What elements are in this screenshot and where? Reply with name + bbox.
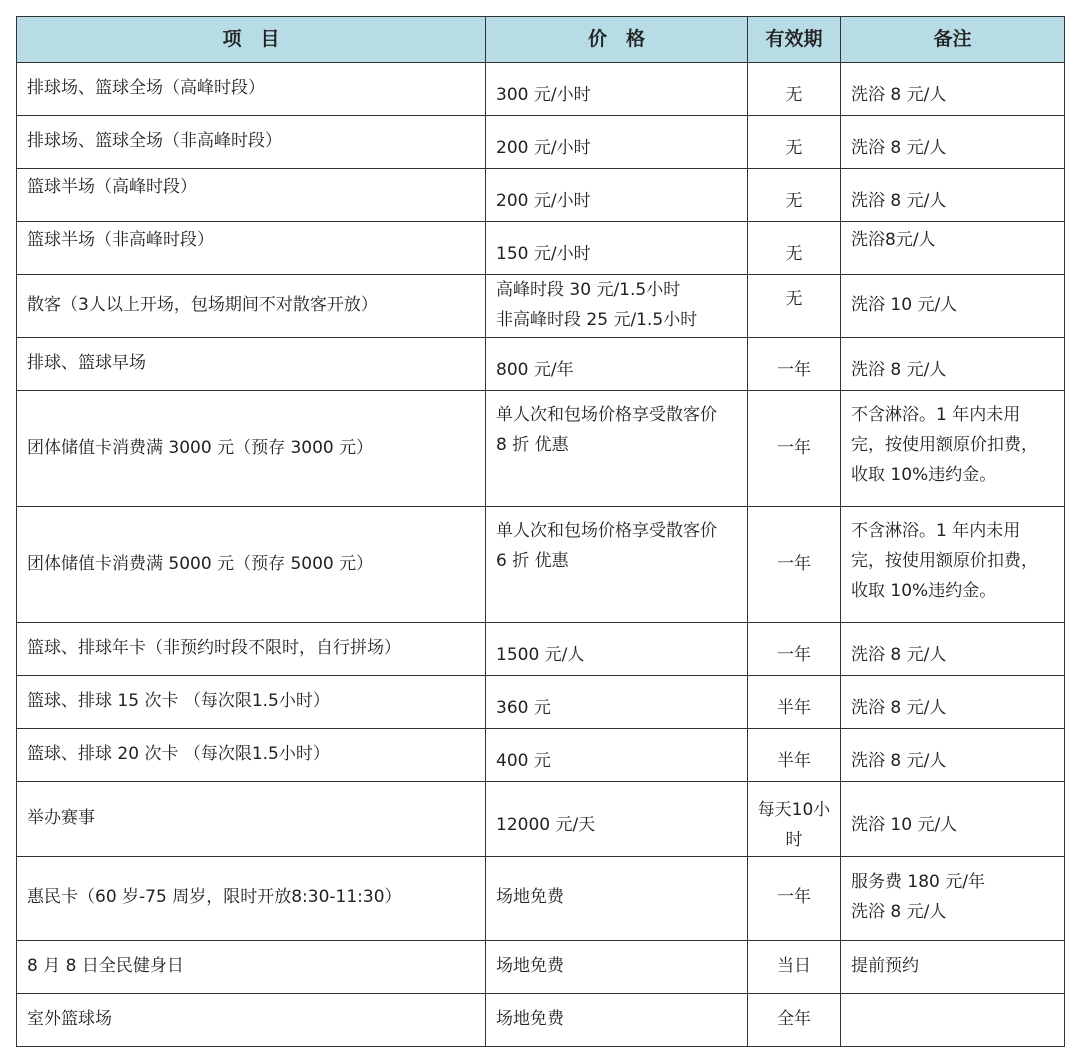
cell-item: 8 月 8 日全民健身日	[17, 940, 486, 993]
cell-note-line: 洗浴 8 元/人	[851, 902, 947, 922]
cell-price	[486, 63, 748, 116]
price-table	[16, 16, 1065, 1047]
cell-note-line: 服务费 180 元/年	[851, 872, 985, 893]
cell-note	[841, 729, 1065, 782]
cell-note-line: 完，按使用额原价扣费，	[851, 550, 1038, 571]
cell-price-line: 300 元/小时	[496, 85, 591, 106]
cell-validity: 半年	[748, 676, 841, 729]
cell-note-line: 洗浴 8 元/人	[851, 698, 947, 719]
cell-price-line: 800 元/年	[496, 360, 574, 381]
table-row	[17, 391, 1065, 507]
cell-note-line: 洗浴 8 元/人	[851, 191, 947, 212]
cell-price-line: 400 元	[496, 751, 551, 772]
cell-item: 篮球、排球 15 次卡 （每次限1.5小时）	[17, 676, 486, 729]
header-item: 项 目	[17, 17, 486, 63]
cell-note-line: 洗浴 8 元/人	[851, 645, 947, 666]
table-row	[17, 507, 1065, 623]
cell-validity: 全年	[748, 993, 841, 1046]
cell-validity: 无	[748, 63, 841, 116]
table-row	[17, 729, 1065, 782]
table-row	[17, 940, 1065, 993]
table-row	[17, 169, 1065, 222]
cell-price-line: 12000 元/天	[496, 814, 596, 835]
cell-note-line: 洗浴8元/人	[851, 230, 936, 251]
cell-validity: 当日	[748, 940, 841, 993]
cell-note-line: 提前预约	[851, 955, 919, 976]
cell-item: 篮球、排球年卡（非预约时段不限时，自行拼场）	[17, 623, 486, 676]
cell-validity: 无	[748, 116, 841, 169]
cell-validity: 无	[748, 275, 841, 338]
cell-item: 篮球半场（非高峰时段）	[17, 222, 486, 275]
cell-price	[486, 169, 748, 222]
cell-item: 排球场、篮球全场（非高峰时段）	[17, 116, 486, 169]
cell-item: 散客（3人以上开场，包场期间不对散客开放）	[17, 275, 486, 338]
cell-note-line: 洗浴 8 元/人	[851, 138, 947, 159]
cell-validity: 无	[748, 169, 841, 222]
cell-note	[841, 993, 1065, 1046]
header-validity: 有效期	[748, 17, 841, 63]
cell-price-line: 1500 元/人	[496, 645, 585, 666]
table-row	[17, 275, 1065, 338]
cell-note	[841, 169, 1065, 222]
table-row	[17, 856, 1065, 940]
cell-note	[841, 623, 1065, 676]
cell-note-line: 洗浴 8 元/人	[851, 751, 947, 772]
cell-price-line: 非高峰时段 25 元/1.5小时	[496, 310, 698, 330]
table-row	[17, 338, 1065, 391]
cell-note	[841, 338, 1065, 391]
cell-price-line: 8 折 优惠	[496, 434, 569, 455]
cell-validity: 一年	[748, 391, 841, 507]
cell-price	[486, 391, 748, 507]
cell-note-line: 完，按使用额原价扣费，	[851, 434, 1038, 455]
cell-price	[486, 623, 748, 676]
cell-item: 惠民卡（60 岁-75 周岁，限时开放8:30-11:30）	[17, 856, 486, 940]
cell-price-line: 200 元/小时	[496, 191, 591, 212]
cell-price-line: 360 元	[496, 698, 551, 719]
cell-note-line: 洗浴 8 元/人	[851, 85, 947, 106]
cell-item: 团体储值卡消费满 5000 元（预存 5000 元）	[17, 507, 486, 623]
cell-price-line: 单人次和包场价格享受散客价	[496, 405, 717, 425]
cell-note	[841, 116, 1065, 169]
cell-price-line: 6 折 优惠	[496, 550, 569, 571]
table-row	[17, 222, 1065, 275]
cell-item: 举办赛事	[17, 782, 486, 857]
cell-price	[486, 993, 748, 1046]
table-row	[17, 623, 1065, 676]
cell-note-line: 洗浴 8 元/人	[851, 360, 947, 381]
cell-price	[486, 338, 748, 391]
cell-price-line: 单人次和包场价格享受散客价	[496, 521, 717, 541]
cell-price-line: 200 元/小时	[496, 138, 591, 159]
cell-item: 团体储值卡消费满 3000 元（预存 3000 元）	[17, 391, 486, 507]
cell-note	[841, 222, 1065, 275]
table-header-row	[17, 17, 1065, 63]
cell-item: 排球、篮球早场	[17, 338, 486, 391]
table-row	[17, 993, 1065, 1046]
header-price: 价 格	[486, 17, 748, 63]
table-row	[17, 676, 1065, 729]
cell-price	[486, 729, 748, 782]
cell-item: 排球场、篮球全场（高峰时段）	[17, 63, 486, 116]
cell-note-line: 收取 10%违约金。	[851, 464, 997, 485]
cell-note	[841, 391, 1065, 507]
table-body	[17, 63, 1065, 1047]
cell-note-line: 不含淋浴。1 年内未用	[851, 405, 1021, 425]
cell-note	[841, 856, 1065, 940]
cell-note	[841, 275, 1065, 338]
cell-note	[841, 63, 1065, 116]
cell-item: 篮球、排球 20 次卡 （每次限1.5小时）	[17, 729, 486, 782]
cell-price	[486, 940, 748, 993]
table-row	[17, 116, 1065, 169]
cell-validity: 一年	[748, 623, 841, 676]
cell-price-line: 150 元/小时	[496, 244, 591, 265]
cell-price	[486, 222, 748, 275]
cell-note	[841, 940, 1065, 993]
cell-validity: 一年	[748, 338, 841, 391]
cell-validity: 一年	[748, 856, 841, 940]
cell-price	[486, 856, 748, 940]
table-row	[17, 63, 1065, 116]
cell-note-line: 洗浴 10 元/人	[851, 814, 958, 835]
cell-note	[841, 676, 1065, 729]
cell-validity: 半年	[748, 729, 841, 782]
cell-price	[486, 275, 748, 338]
cell-price-line: 场地免费	[496, 1008, 564, 1029]
header-note: 备注	[841, 17, 1065, 63]
cell-note-line: 不含淋浴。1 年内未用	[851, 521, 1021, 541]
cell-item: 篮球半场（高峰时段）	[17, 169, 486, 222]
cell-price-line: 场地免费	[496, 887, 564, 908]
table-row	[17, 782, 1065, 857]
cell-price	[486, 507, 748, 623]
cell-note	[841, 782, 1065, 857]
cell-validity: 无	[748, 222, 841, 275]
cell-note-line: 洗浴 10 元/人	[851, 295, 958, 316]
cell-validity: 一年	[748, 507, 841, 623]
cell-note	[841, 507, 1065, 623]
cell-price	[486, 676, 748, 729]
cell-validity: 每天10小时	[748, 782, 841, 857]
cell-note-line: 收取 10%违约金。	[851, 580, 997, 601]
cell-price-line: 高峰时段 30 元/1.5小时	[496, 280, 681, 301]
cell-price-line: 场地免费	[496, 955, 564, 976]
cell-item: 室外篮球场	[17, 993, 486, 1046]
cell-price	[486, 782, 748, 857]
cell-price	[486, 116, 748, 169]
